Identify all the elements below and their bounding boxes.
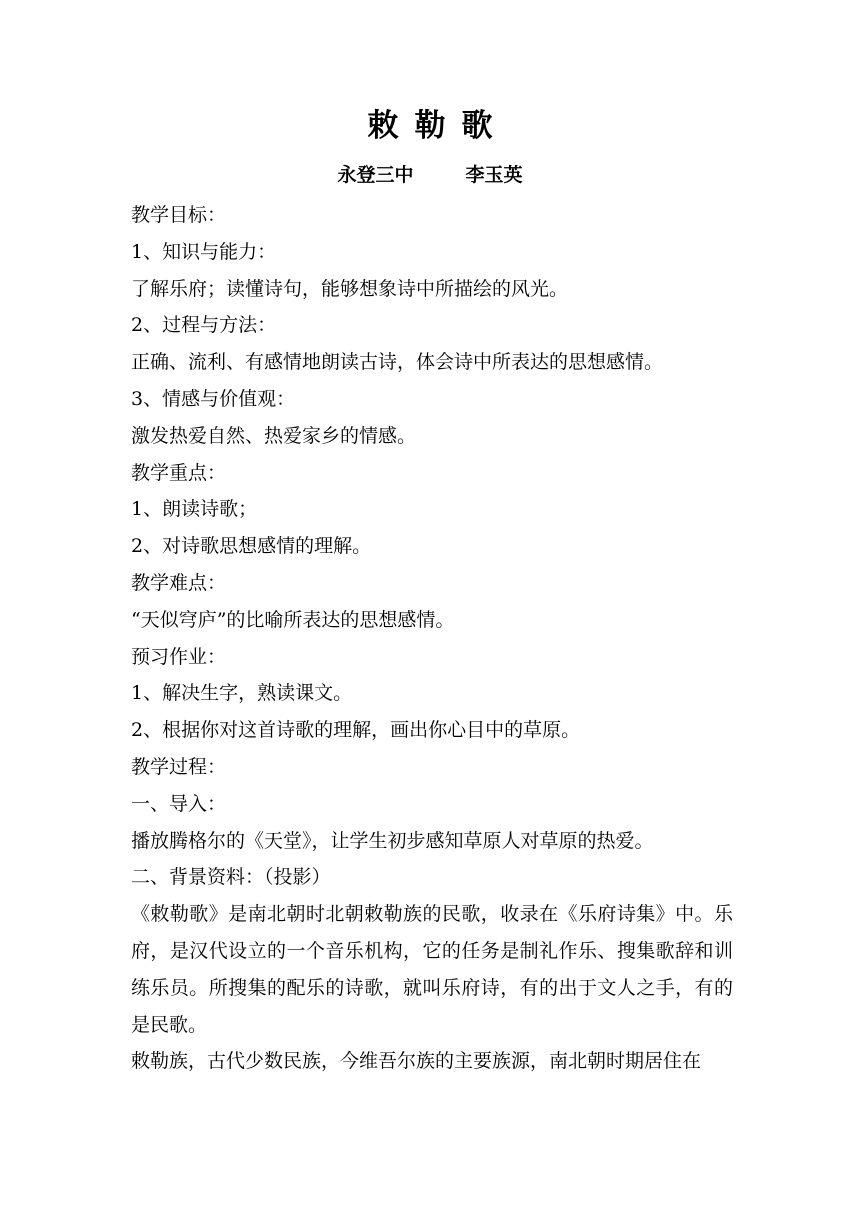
background-paragraph-2: 敕勒族，古代少数民族，今维吾尔族的主要族源，南北朝时期居住在 [131,1050,702,1073]
section-heading-objectives: 教学目标： [131,204,227,226]
section-heading-key-points: 教学重点： [131,461,227,484]
key-point-2: 2、对诗歌思想感情的理解。 [131,535,372,558]
section-heading-difficulty: 教学难点： [131,571,227,594]
preview-item-1: 1、解决生字，熟读课文。 [131,682,353,705]
objective-heading-values: 3、情感与价值观： [131,387,296,410]
key-point-1: 1、朗读诗歌； [131,498,258,521]
author-school: 永登三中 [337,164,414,186]
difficulty-text: “天似穹庐”的比喻所表达的思想感情。 [131,608,455,631]
objective-text-knowledge: 了解乐府；读懂诗句，能够想象诗中所描绘的风光。 [131,277,569,300]
preview-item-2: 2、根据你对这首诗歌的理解，画出你心目中的草原。 [131,719,581,742]
objective-heading-process: 2、过程与方法： [131,314,277,337]
author-byline [0,160,860,190]
objective-text-values: 激发热爱自然、热爱家乡的情感。 [131,424,417,447]
section-heading-preview: 预习作业： [131,645,227,668]
objective-text-process: 正确、流利、有感情地朗读古诗，体会诗中所表达的思想感情。 [131,351,664,374]
author-name: 李玉英 [465,164,523,186]
document-title: 敕勒歌 [367,108,509,144]
process-step-intro-text: 播放腾格尔的《天堂》，让学生初步感知草原人对草原的热爱。 [131,829,654,852]
document-body [131,197,733,1080]
process-step-intro-heading: 一、导入： [131,792,227,815]
section-heading-process: 教学过程： [131,755,227,778]
background-paragraph-1: 《敕勒歌》是南北朝时北朝敕勒族的民歌，收录在《乐府诗集》中。乐府，是汉代设立的一个音乐机构，它的任务是制礼作乐、搜集歌辞和训练乐员。所搜集的配乐的诗歌，就叫乐府诗，有的出于文人之手，有的是民歌。 [131,903,733,1036]
objective-heading-knowledge: 1、知识与能力： [131,240,277,263]
process-step-background-heading: 二、背景资料：（投影） [131,866,331,889]
